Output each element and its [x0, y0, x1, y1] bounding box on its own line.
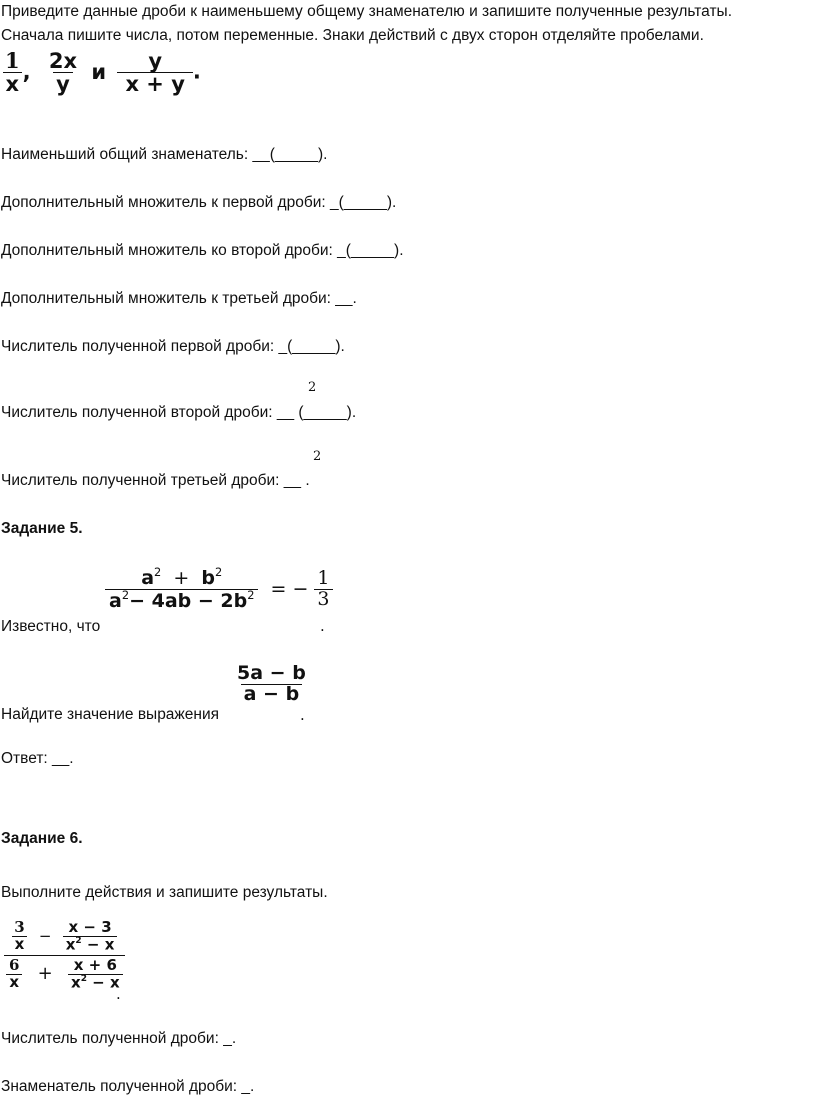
- exponent-mark-2: 2: [313, 449, 322, 464]
- question-factor-1: Дополнительный множитель к первой дроби: _(_____).: [1, 194, 397, 211]
- fraction-3-numerator: y: [148, 49, 163, 73]
- task5-lhs-denominator: $a^2- 4ab - 2b^2$: [105, 589, 258, 612]
- task6-bottom-left-fraction: [6, 955, 22, 991]
- task6-main-numerator: [9, 920, 119, 955]
- task6-minus-sign: −: [38, 926, 52, 945]
- question-numerator-1: Числитель полученной первой дроби: _(_____).: [1, 338, 345, 355]
- question-lcd: Наименьший общий знаменатель: __(_____).: [1, 146, 328, 163]
- task6-plus-sign: +: [37, 962, 53, 984]
- task6-question-denominator: Знаменатель полученной дроби: _.: [1, 1078, 255, 1095]
- fraction-2: [46, 50, 80, 95]
- task6-bottom-right-denominator: $x^2 - x$: [68, 974, 123, 991]
- task6-period: .: [116, 985, 121, 1003]
- fraction-1-denominator: x: [3, 72, 23, 95]
- fraction-3: [117, 50, 192, 95]
- task5-rhs-denominator: 3: [314, 589, 332, 610]
- given-fractions: [2, 50, 201, 95]
- equals-sign: =: [270, 577, 287, 600]
- question-factor-3: Дополнительный множитель к третьей дроби: __.: [1, 290, 357, 307]
- task5-expression-fraction: [234, 664, 309, 705]
- task5-expression-numerator: 5a − b: [237, 662, 306, 684]
- task5-known-label: Известно, что: [1, 618, 101, 635]
- question-factor-2: Дополнительный множитель ко второй дроби: _(_____).: [1, 242, 404, 259]
- task5-expression-denominator: a − b: [241, 684, 303, 705]
- task6-question-numerator: Числитель полученной дроби: _.: [1, 1030, 237, 1047]
- minus-sign: −: [292, 577, 309, 600]
- task6-heading: Задание 6.: [1, 830, 83, 847]
- task5-rhs-numerator: 1: [317, 566, 330, 589]
- comma: ,: [22, 59, 31, 84]
- task6-bottom-right-fraction: [68, 955, 123, 991]
- fraction-1: [2, 50, 23, 95]
- task6-top-left-numerator: 3: [14, 918, 25, 937]
- task5-equation-period: .: [320, 617, 325, 635]
- task5-lhs-numerator: $a^2 + b^2$: [141, 565, 223, 589]
- exponent-mark-1: 2: [308, 380, 317, 395]
- fraction-1-numerator: 1: [5, 48, 20, 73]
- question-numerator-3: Числитель полученной третьей дроби: __ .: [1, 472, 310, 489]
- task6-instruction: Выполните действия и запишите результаты.: [1, 884, 328, 901]
- task6-top-left-denominator: x: [12, 936, 28, 953]
- task5-lhs-fraction: [105, 567, 258, 612]
- task6-bottom-right-numerator: x + 6: [73, 955, 117, 974]
- task5-expression: [234, 664, 309, 705]
- task5-answer: Ответ: __.: [1, 750, 74, 767]
- fraction-2-numerator: 2x: [48, 49, 78, 73]
- fraction-3-denominator: x + y: [117, 72, 192, 95]
- task5-heading: Задание 5.: [1, 520, 83, 537]
- task6-bottom-left-denominator: x: [6, 974, 22, 991]
- period: .: [192, 59, 201, 84]
- task5-expression-period: .: [300, 706, 305, 724]
- question-numerator-2: Числитель полученной второй дроби: __ (_____).: [1, 404, 357, 421]
- task5-equation: [105, 567, 333, 612]
- task6-top-left-fraction: [11, 920, 27, 953]
- intro-line-1: Приведите данные дроби к наименьшему общему знаменателю и запишите полученные результаты.: [1, 3, 733, 20]
- task6-top-right-numerator: x − 3: [68, 918, 112, 936]
- task6-main-fraction: [4, 920, 125, 991]
- task6-main-denominator: [4, 955, 125, 991]
- fraction-2-denominator: y: [53, 72, 73, 95]
- intro-line-2: Сначала пишите числа, потом переменные. Знаки действий с двух сторон отделяйте пробелами.: [1, 27, 704, 44]
- task6-top-right-denominator: $x^2 - x$: [63, 936, 118, 953]
- task6-top-right-fraction: [63, 920, 118, 953]
- task6-complex-fraction: [4, 920, 125, 991]
- task5-find-label: Найдите значение выражения: [1, 706, 220, 723]
- task6-bottom-left-numerator: 6: [9, 955, 20, 974]
- conjunction: и: [91, 59, 107, 84]
- task5-rhs-fraction: [314, 566, 332, 610]
